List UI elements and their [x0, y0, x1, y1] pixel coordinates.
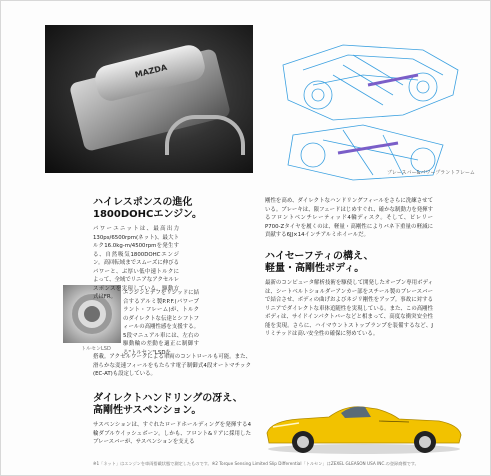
roadster-photo	[259, 387, 465, 455]
section3-body2: 最新のコンピュータ解析技術を駆使して開発したオープン専用ボディは、シートベルトショルダーアンカー部をスチール製のブレースバーで結合させ、ボディの曲げおよびネジリ剛性をアップ。事故に対するリニアでダイレクトな車体追随性を実現している。また、この高剛性ボディは、サイドインパクトバーなどと相まって、高度な衝突安全性能を実現。さらに、ハイマウントストップランプを装備するなど、Jリミテッドは高い安全性の確保に努めている。	[265, 280, 433, 337]
ppf-highlight	[338, 143, 398, 153]
section1-title	[93, 197, 253, 221]
blueprint-caption: ブレースバー&パワープラントフレーム	[387, 170, 475, 176]
section3-body: 剛性を高め、ダイレクトなハンドリングフィールをさらに洗練させている。ブレーキは、限フェードはじめすぐれ、確かな制動力を発揮するフロントベンチレーティッド4輪ディスク。そして、ピレリーP700-Zタイヤを履くのは、軽量・高剛性によりバネ下重量の軽減に貢献する6JJ×14インチアルミホイールだ。	[265, 198, 433, 238]
section1-body-p2: エンジンとデフをリジッドに結合するアルミ製P.P.F.(パワープラント・フレーム)が、トルクのダイレクトな伝達とシフトフィールの高剛性感を支援する。5段マニュアル車には、左右の駆動輪の差動を適正に制御する"トルセン"LSDを	[123, 290, 199, 356]
lsd-caption: トルセンLSD	[81, 346, 111, 352]
section1-body-p1: パワーユニットは、最高出力130ps/6500rpm(ネット)、最大トルク16.0kg-m/4500rpmを発生する、自然吸気1800DOHCエンジン。高回転域までスムーズに伸びるパワーと、ぶ厚い低中速トルクによって、全域でリニアなアクセルレスポンスを実現している。駆動方式はFR。	[93, 226, 179, 300]
section3-title-line2: 軽量・高剛性ボディ。	[265, 263, 365, 274]
section3-title-line1: ハイセーフティの構え、	[265, 251, 374, 262]
engine-pipes	[165, 115, 245, 155]
engine-cover-text: MAZDA	[133, 62, 168, 80]
blueprint-body	[283, 45, 458, 120]
section2-body: サスペンションは、すぐれたロードホールディングを発揮する4輪ダブルウイッシュボーン。しかも、フロント&リアに採用したブレースバーが、サスペンションを支える	[93, 422, 251, 445]
chassis-blueprint	[253, 25, 473, 185]
section2-title	[93, 393, 253, 417]
engine-photo	[45, 25, 253, 173]
section2-title-line1: ダイレクトハンドリングの冴え、	[93, 393, 243, 404]
section1-title-line2: 1800DOHCエンジン。	[93, 209, 203, 220]
section1-title-line1: ハイレスポンスの進化	[93, 197, 193, 208]
car-rear-rim	[419, 436, 431, 448]
footnote: ※1「ネット」はエンジンを車両搭載状態で測定したものです。※2 Torque Sensing Limited Slip Differential「トルセン」はZEXEL GLEASON USA INC.の登録商標です。	[93, 461, 419, 466]
car-front-rim	[297, 436, 309, 448]
section2-title-line2: 高剛性サスペンション。	[93, 405, 202, 416]
section3-title	[265, 251, 435, 275]
section1-body-p3: 搭載。アクセルワークによる車両のコントロールも可能。また、滑らかな変速フィールをもたらす電子制御式4段オートマチック(EC-AT)も設定している。	[93, 354, 251, 377]
lsd-hub	[84, 306, 100, 322]
